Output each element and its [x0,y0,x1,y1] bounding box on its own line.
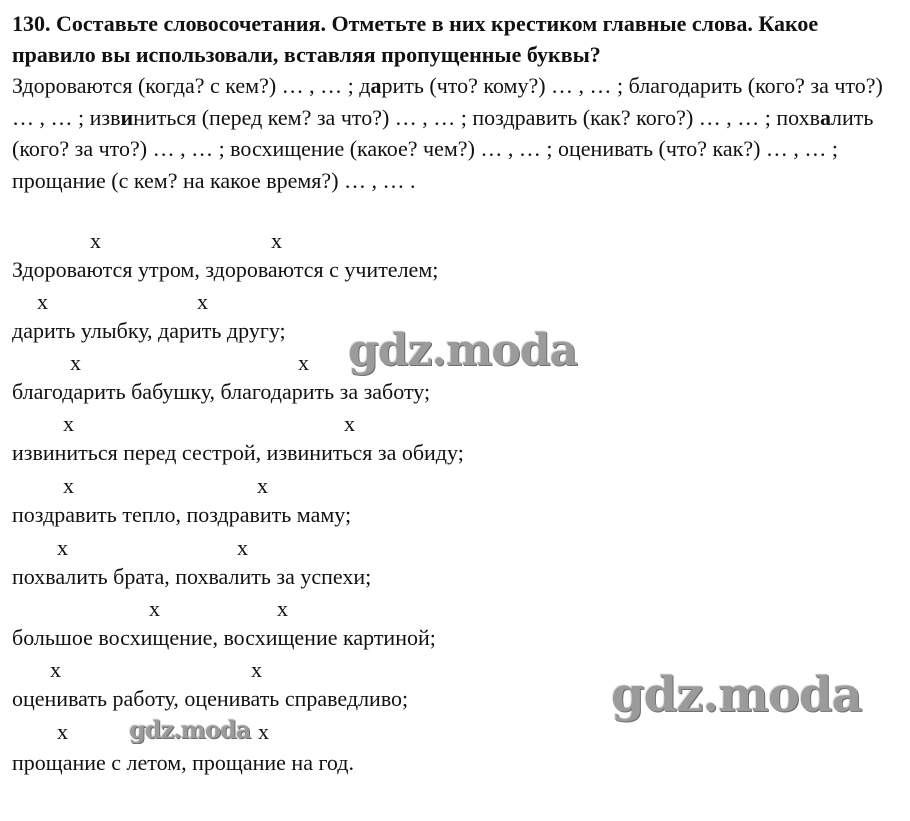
main-word-mark: x [149,596,160,621]
phrase-line: прощание с летом, прощание на год. [12,750,354,775]
task-text-part: лить (кого? за что?) … , … ; восхищение (какое? чем?) … , … ; оценивать (что? как?) … , … ; прощание (с кем? на какое время?) … , … . [12,104,874,193]
main-word-mark: x [37,289,48,314]
task-text-part: рить (что? кому?) … , … ; благодарить (кого? за что?) … , … ; изв [12,73,883,130]
task-bold-letter: и [120,104,134,130]
task-bold-letter: а [370,73,382,98]
main-word-mark: x [344,411,355,436]
main-word-mark: x [197,289,208,314]
main-word-mark: x [57,719,68,744]
main-word-mark: x [257,473,268,498]
phrase-line: Здороваются утром, здороваются с учителем; [12,257,439,282]
main-word-mark: x [70,350,81,375]
phrase-line: дарить улыбку, дарить другу; [12,318,286,343]
task-text-part: Здороваются (когда? с кем?) … , … ; д [12,73,371,98]
watermark-logo: gdz.moda [129,715,251,744]
main-word-mark: x [298,350,309,375]
phrase-line: оценивать работу, оценивать справедливо; [12,686,409,711]
main-word-mark: x [63,411,74,436]
main-word-mark: x [251,657,262,682]
main-word-mark: x [50,657,61,682]
main-word-mark: x [237,535,248,560]
phrase-line: поздравить тепло, поздравить маму; [12,502,352,527]
watermark-logo: gdz.moda [348,325,578,376]
exercise-task-text [12,70,904,196]
main-word-mark: x [277,596,288,621]
watermark-logo: gdz.moda [611,667,862,723]
phrase-line: похвалить брата, похвалить за успехи; [12,564,372,589]
task-text-part: ниться (перед кем? за что?) … , … ; поздравить (как? кого?) … , … ; похв [133,104,821,130]
exercise-heading: 130. Составьте словосочетания. Отметьте в них крестиком главные слова. Какое правило вы использовали, вставляя пропущенные буквы? [12,11,819,67]
task-bold-letter: а [820,104,832,130]
phrase-line: извиниться перед сестрой, извиниться за обиду; [12,440,464,465]
phrase-line: большое восхищение, восхищение картиной; [12,625,436,650]
main-word-mark: x [57,535,68,560]
main-word-mark: x [271,228,282,253]
main-word-mark: x [63,473,74,498]
main-word-mark: x [258,719,269,744]
phrase-line: благодарить бабушку, благодарить за заботу; [12,379,431,404]
main-word-mark: x [90,228,101,253]
